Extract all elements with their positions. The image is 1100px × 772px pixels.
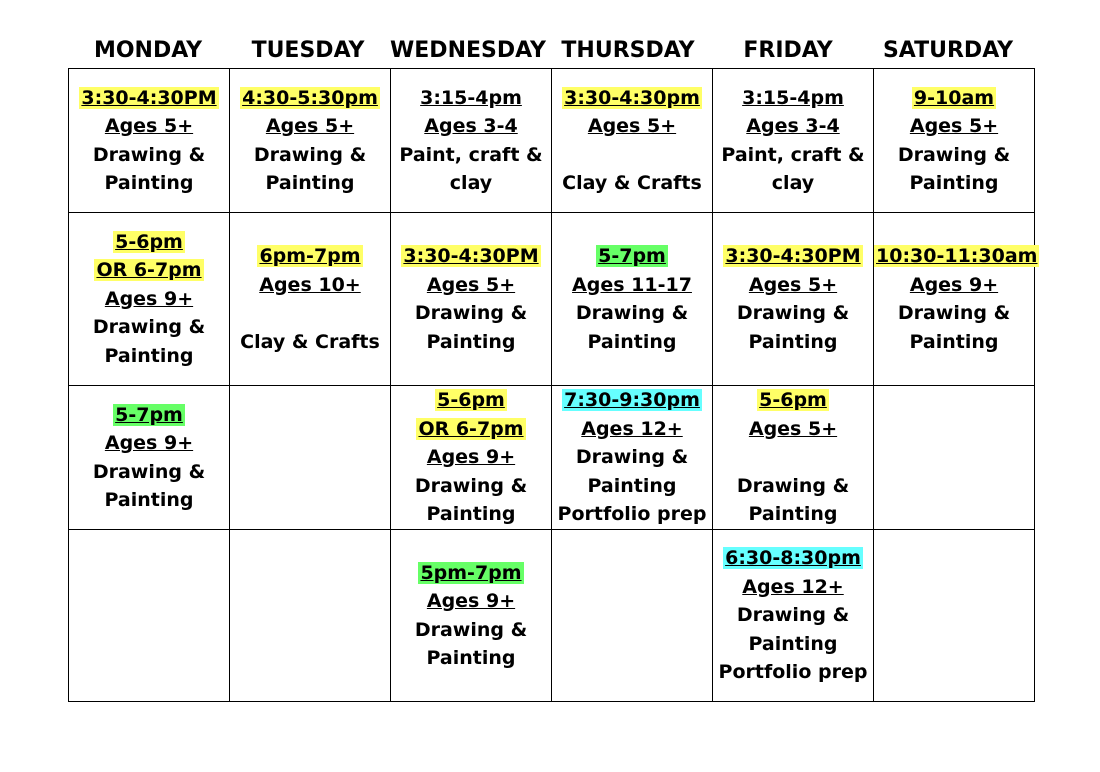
class-line — [230, 169, 390, 198]
class-line — [69, 342, 229, 371]
class-ages: Ages 5+ — [748, 273, 838, 296]
class-activity: Drawing & — [92, 316, 206, 339]
schedule-cell-friday — [713, 386, 874, 530]
class-line — [69, 313, 229, 342]
class-line — [552, 415, 712, 444]
class-line — [713, 386, 873, 415]
class-line — [69, 84, 229, 113]
day-header-monday: MONDAY — [93, 38, 203, 63]
class-activity: Painting — [587, 330, 677, 353]
class-line — [552, 443, 712, 472]
schedule-cell-thursday — [552, 386, 713, 530]
class-activity: Clay & Crafts — [562, 172, 702, 194]
schedule-cell-wednesday — [391, 530, 552, 702]
class-line — [874, 112, 1034, 141]
class-activity: Drawing & — [897, 143, 1011, 166]
class-activity: Drawing & — [736, 604, 850, 627]
class-line — [69, 141, 229, 170]
schedule-cell-thursday — [552, 213, 713, 386]
class-line — [713, 169, 873, 198]
class-line — [69, 486, 229, 515]
class-time: 10:30-11:30am — [876, 245, 1038, 267]
class-line — [552, 328, 712, 357]
class-line — [391, 559, 551, 588]
class-activity: Painting — [748, 632, 838, 655]
class-activity: Painting — [909, 172, 999, 194]
class-activity: Drawing & — [736, 474, 850, 497]
schedule-cell-saturday — [874, 213, 1038, 386]
class-ages: Ages 5+ — [587, 115, 677, 137]
class-time: OR 6-7pm — [418, 417, 524, 440]
class-activity: Paint, craft & — [721, 143, 865, 166]
class-ages: Ages 10+ — [259, 273, 361, 296]
spacer — [230, 299, 390, 328]
day-header-thursday: THURSDAY — [561, 38, 695, 63]
class-line — [874, 299, 1034, 328]
class-time: 3:15-4pm — [742, 86, 844, 109]
class-activity: Painting — [748, 330, 838, 353]
class-ages: Ages 9+ — [909, 273, 999, 296]
class-line — [391, 169, 551, 198]
class-line — [230, 141, 390, 170]
class-activity: Painting — [265, 172, 355, 194]
class-line — [69, 458, 229, 487]
class-activity: Paint, craft & — [399, 143, 543, 166]
day-header-wednesday: WEDNESDAY — [390, 38, 546, 63]
class-line — [713, 112, 873, 141]
class-time: 6pm-7pm — [259, 245, 361, 267]
class-ages: Ages 9+ — [104, 432, 194, 454]
spacer — [713, 443, 873, 472]
class-ages: Ages 9+ — [426, 590, 516, 612]
day-header-friday: FRIDAY — [743, 38, 833, 63]
schedule-row — [69, 213, 1035, 386]
class-line — [69, 112, 229, 141]
class-ages: Ages 9+ — [104, 287, 194, 310]
class-ages: Ages 12+ — [581, 417, 683, 440]
class-line — [552, 271, 712, 300]
class-ages: Ages 12+ — [742, 575, 844, 598]
class-activity: Drawing & — [92, 143, 206, 166]
class-line — [391, 443, 551, 472]
class-ages: Ages 3-4 — [746, 115, 840, 137]
class-line — [230, 271, 390, 300]
class-line — [230, 328, 390, 357]
class-line — [552, 242, 712, 271]
class-ages: Ages 5+ — [748, 417, 838, 440]
class-line — [391, 415, 551, 444]
class-activity: Drawing & — [414, 302, 528, 324]
class-line — [713, 299, 873, 328]
schedule-cell-saturday — [874, 530, 1035, 702]
class-time: 7:30-9:30pm — [564, 389, 700, 412]
class-activity: Drawing & — [414, 618, 528, 641]
day-header-tuesday: TUESDAY — [251, 38, 365, 63]
class-line — [391, 587, 551, 616]
class-activity: Painting — [748, 503, 838, 526]
class-line — [391, 141, 551, 170]
class-activity: Painting — [587, 474, 677, 497]
class-line — [391, 616, 551, 645]
class-line — [69, 228, 229, 257]
schedule-cell-monday — [69, 69, 230, 213]
schedule-cell-monday — [69, 386, 230, 530]
class-time: 3:30-4:30PM — [725, 245, 861, 267]
class-line — [69, 285, 229, 314]
class-line — [391, 242, 551, 271]
schedule-cell-friday — [713, 213, 874, 386]
schedule-table — [68, 68, 1038, 702]
class-ages: Ages 11-17 — [572, 273, 692, 296]
class-activity: Painting — [426, 647, 516, 669]
class-line — [713, 415, 873, 444]
schedule-cell-tuesday — [230, 530, 391, 702]
class-line — [552, 500, 712, 529]
class-line — [713, 630, 873, 659]
schedule-cell-thursday — [552, 69, 713, 213]
class-time: 5-7pm — [598, 245, 666, 267]
schedule-row — [69, 530, 1035, 702]
class-time: 5-6pm — [437, 389, 505, 412]
class-line — [713, 601, 873, 630]
class-activity: Portfolio prep — [718, 661, 868, 684]
class-line — [391, 84, 551, 113]
class-line — [552, 84, 712, 113]
class-activity: clay — [771, 172, 815, 194]
class-line — [713, 328, 873, 357]
class-line — [391, 644, 551, 673]
class-time: 3:15-4pm — [420, 86, 522, 109]
schedule-cell-thursday — [552, 530, 713, 702]
class-activity: Drawing & — [897, 302, 1011, 324]
class-time: 5-6pm — [115, 230, 183, 253]
class-line — [391, 271, 551, 300]
class-activity: Drawing & — [253, 143, 367, 166]
class-time: OR 6-7pm — [96, 259, 202, 282]
class-time: 5-6pm — [759, 389, 827, 412]
class-line — [69, 256, 229, 285]
class-time: 5pm-7pm — [420, 561, 522, 584]
schedule-cell-wednesday — [391, 69, 552, 213]
day-header-saturday: SATURDAY — [882, 38, 1014, 63]
spacer — [552, 141, 712, 170]
class-time: 5-7pm — [115, 403, 183, 426]
schedule-cell-saturday — [874, 386, 1035, 530]
class-line — [69, 169, 229, 198]
class-line — [713, 472, 873, 501]
class-ages: Ages 3-4 — [424, 115, 518, 137]
schedule-cell-wednesday — [391, 386, 552, 530]
class-line — [713, 500, 873, 529]
class-line — [552, 386, 712, 415]
class-activity: Painting — [426, 330, 516, 353]
class-activity: Portfolio prep — [557, 503, 707, 526]
class-line — [713, 141, 873, 170]
class-ages: Ages 5+ — [426, 273, 516, 296]
class-line — [874, 271, 1034, 300]
class-line — [391, 112, 551, 141]
class-line — [713, 242, 873, 271]
schedule-cell-monday — [69, 213, 230, 386]
schedule-cell-friday — [713, 69, 874, 213]
class-activity: Painting — [104, 489, 194, 511]
class-activity: Clay & Crafts — [240, 330, 380, 353]
schedule-cell-wednesday — [391, 213, 552, 386]
class-activity: Drawing & — [575, 302, 689, 324]
class-ages: Ages 9+ — [426, 446, 516, 469]
class-line — [69, 429, 229, 458]
schedule-row — [69, 69, 1035, 213]
class-line — [230, 84, 390, 113]
class-time: 4:30-5:30pm — [242, 86, 378, 109]
class-line — [391, 500, 551, 529]
schedule-cell-tuesday — [230, 386, 391, 530]
class-line — [713, 271, 873, 300]
class-activity: Drawing & — [575, 446, 689, 469]
class-activity: Drawing & — [414, 474, 528, 497]
schedule-cell-tuesday — [230, 213, 391, 386]
class-activity: Drawing & — [736, 302, 850, 324]
class-activity: Painting — [104, 344, 194, 367]
class-time: 6:30-8:30pm — [725, 547, 861, 570]
class-time: 3:30-4:30pm — [564, 86, 700, 109]
class-time: 9-10am — [913, 86, 995, 109]
class-line — [552, 112, 712, 141]
class-line — [552, 472, 712, 501]
class-activity: clay — [449, 172, 493, 194]
class-line — [230, 112, 390, 141]
class-line — [391, 386, 551, 415]
class-line — [713, 84, 873, 113]
class-line — [69, 401, 229, 430]
class-line — [713, 658, 873, 687]
class-line — [874, 84, 1034, 113]
schedule-cell-monday — [69, 530, 230, 702]
class-line — [874, 169, 1034, 198]
class-line — [391, 328, 551, 357]
class-line — [391, 472, 551, 501]
class-line — [874, 328, 1034, 357]
class-activity: Painting — [426, 503, 516, 526]
class-ages: Ages 5+ — [909, 115, 999, 137]
class-ages: Ages 5+ — [104, 115, 194, 137]
class-line — [713, 573, 873, 602]
schedule-cell-friday — [713, 530, 874, 702]
class-line — [552, 299, 712, 328]
schedule-cell-saturday — [874, 69, 1035, 213]
class-activity: Painting — [104, 172, 194, 194]
day-header-row — [68, 34, 1028, 68]
class-line — [391, 299, 551, 328]
class-activity: Painting — [909, 330, 999, 353]
class-line — [230, 242, 390, 271]
class-activity: Drawing & — [92, 460, 206, 483]
class-time: 3:30-4:30PM — [81, 86, 217, 109]
schedule-row — [69, 386, 1035, 530]
class-time: 3:30-4:30PM — [403, 245, 539, 267]
schedule-cell-tuesday — [230, 69, 391, 213]
class-ages: Ages 5+ — [265, 115, 355, 137]
class-line — [552, 169, 712, 198]
class-line — [713, 544, 873, 573]
class-line — [874, 141, 1034, 170]
class-line — [874, 242, 1038, 271]
